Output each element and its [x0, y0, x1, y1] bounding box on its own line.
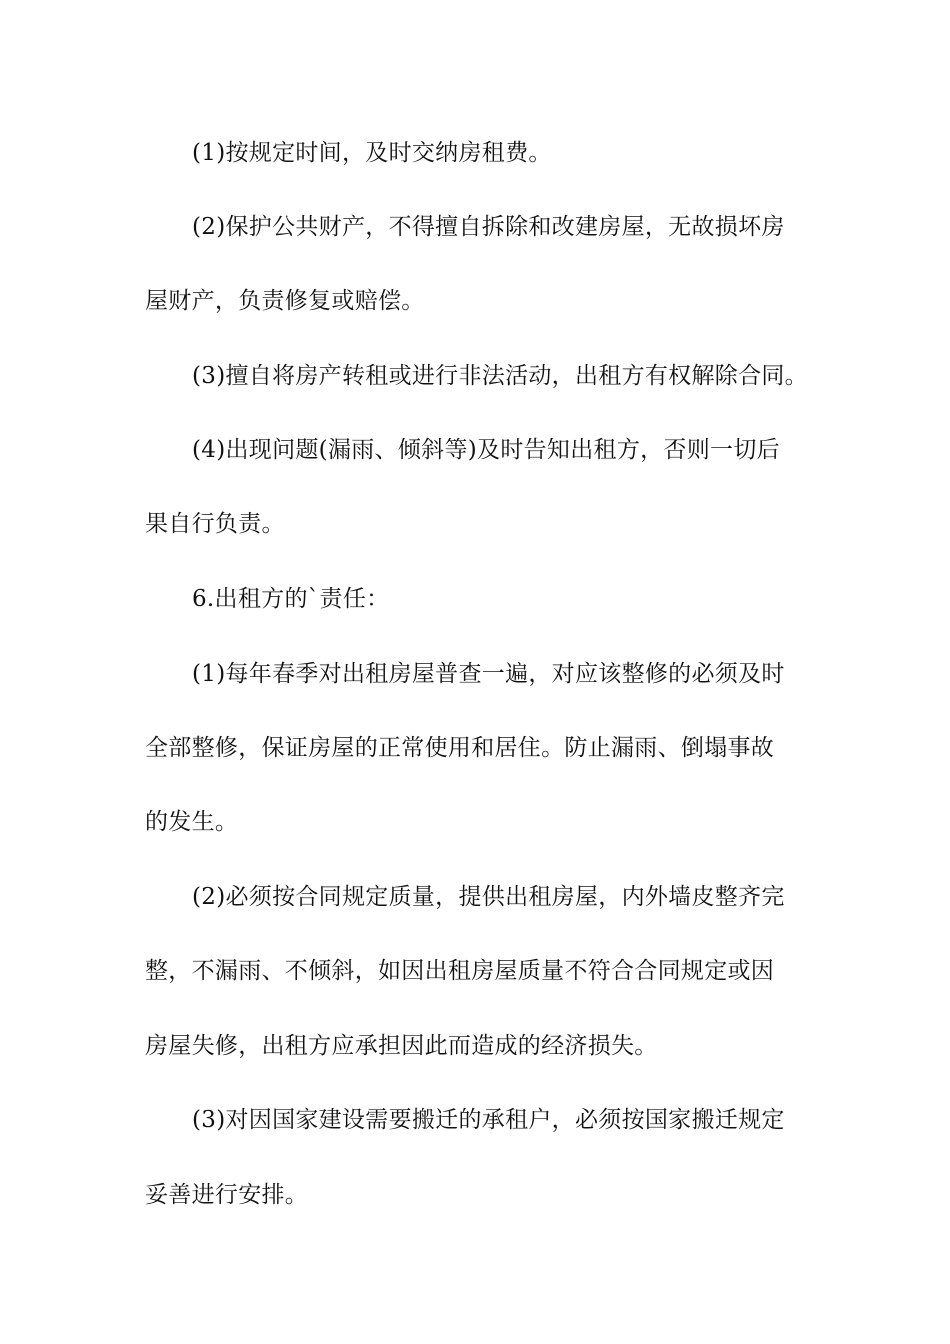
paragraph-line: 果自行负责。: [145, 511, 285, 537]
paragraph-line: 整，不漏雨、不倾斜，如因出租房屋质量不符合合同规定或因: [145, 958, 775, 984]
paragraph-line: 的发生。: [145, 809, 239, 835]
paragraph-line: (2)保护公共财产，不得擅自拆除和改建房屋，无故损坏房: [192, 214, 785, 240]
paragraph-line: 妥善进行安排。: [145, 1182, 309, 1208]
paragraph-line: (2)必须按合同规定质量，提供出租房屋，内外墙皮整齐完: [192, 884, 785, 910]
paragraph-line: (1)每年春季对出租房屋普查一遍，对应该整修的必须及时: [192, 661, 785, 687]
section-heading: 6.出租方的`责任：: [192, 586, 390, 612]
paragraph-line: (3)擅自将房产转租或进行非法活动，出租方有权解除合同。: [192, 363, 808, 389]
paragraph-line: (4)出现问题(漏雨、倾斜等)及时告知出租方，否则一切后: [192, 437, 780, 463]
paragraph-line: 屋财产，负责修复或赔偿。: [145, 288, 425, 314]
paragraph-line: 房屋失修，出租方应承担因此而造成的经济损失。: [145, 1033, 658, 1059]
paragraph-line: (3)对因国家建设需要搬迁的承租户，必须按国家搬迁规定: [192, 1107, 785, 1133]
paragraph-line: (1)按规定时间，及时交纳房租费。: [192, 140, 552, 166]
paragraph-line: 全部整修，保证房屋的正常使用和居住。防止漏雨、倒塌事故: [145, 735, 775, 761]
